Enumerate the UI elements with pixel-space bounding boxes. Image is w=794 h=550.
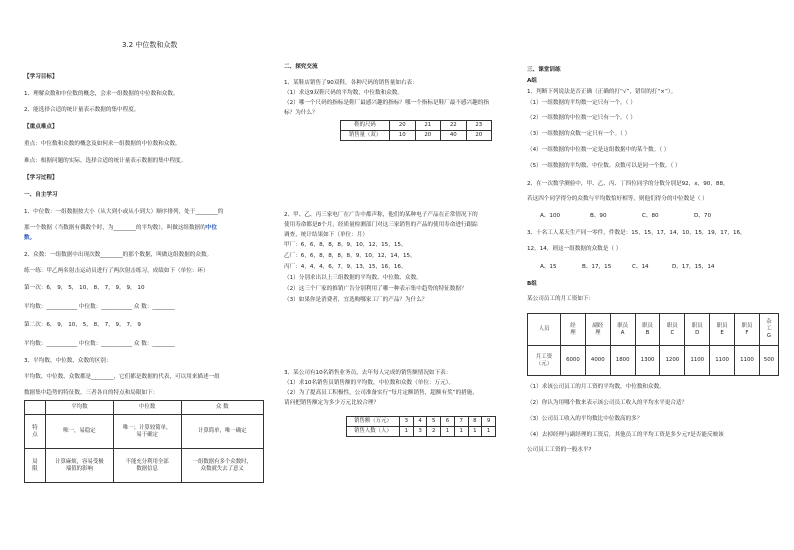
row-label: 局 限 [25, 449, 46, 483]
question-3-line1: 3、十名工人某天生产同一零件，件数是：15，15，17，14，10，15，19，17，16， [527, 230, 746, 236]
option-c: C、80 [642, 213, 659, 219]
median-term: 中位 [205, 225, 217, 231]
table-cell: 唯一；计算较简单， 易于确定 [113, 415, 181, 449]
salary-table [527, 313, 779, 376]
table-header: 副经 理 [585, 314, 610, 346]
table-header: 鞋的尺码 [341, 121, 390, 131]
table-header: 职员 E [710, 314, 735, 346]
table-header: 众 数 [181, 401, 264, 415]
table-cell: 1 [441, 427, 455, 437]
table-cell: 1800 [610, 346, 635, 376]
problem-2-line1: 2、甲、乙、丙三家电厂在广告中都声称，他们的某种电子产品在正常情况下的 [284, 212, 478, 218]
table-cell: 2 [427, 427, 441, 437]
problem-2-q3: （3）如果你是消费者，宜选购哪家工厂的产品？为什么？ [284, 297, 428, 303]
question-1: 1、判断下列说法是否正确（正确的打“√”，错误的打“×”）。 [527, 89, 677, 95]
process-heading: 【学习过程】 [24, 175, 58, 181]
table-header: 职员 D [685, 314, 710, 346]
sales-table [346, 416, 496, 437]
problem-2-q1: （1）分别求出以上三组数据的平均数、中位数、众数。 [284, 275, 422, 281]
table-header: 职员 A [610, 314, 635, 346]
table-header: 23 [466, 121, 492, 131]
table-header: 3 [400, 417, 414, 427]
practice-heading: 三、课堂训练 [527, 67, 561, 73]
option-a: A、100 [540, 213, 561, 219]
table-cell: 计算麻烦，容易受极 端值的影响 [46, 449, 114, 483]
table-header: 平均数 [46, 401, 114, 415]
problem-1: 1、某鞋店销售了90双鞋，各种尺码的销售量如右表： [284, 80, 418, 86]
explore-heading: 二、探究交流 [284, 64, 318, 70]
table-header [25, 401, 46, 415]
problem-2-q2: （2）这三个厂家的推销广告分别利用了哪一种表示集中趋势的特征数据？ [284, 286, 467, 292]
table-header: 5 [427, 417, 441, 427]
table-header: 4 [413, 417, 427, 427]
table-cell: 1200 [660, 346, 685, 376]
factory-c-data: 丙厂：4，4，4，6，7，9，13，15，16，16。 [284, 264, 407, 270]
compare-heading: 3、平均数、中位数、众数的区别： [24, 358, 112, 364]
table-header: 中位数 [113, 401, 181, 415]
row-label: 月工资 （元） [528, 346, 561, 376]
table-header: 6 [441, 417, 455, 427]
compare-table [24, 400, 264, 483]
table-cell: 不能充分利用全部 数据信息 [113, 449, 181, 483]
table-cell: 10 [390, 131, 416, 141]
group-a-heading: A组 [527, 78, 537, 84]
option-a: A、15 [540, 264, 557, 270]
table-header: 7 [454, 417, 468, 427]
shot-data-1: 第一次：6， 9， 5， 10， 8， 7， 9， 9， 10 [24, 285, 145, 291]
table-cell: 20 [415, 131, 441, 141]
problem-3-q1: （1）求10名销售员销售额的平均数，中位数和众数（单位：万元）。 [284, 380, 455, 386]
option-b: B、90 [590, 213, 607, 219]
goals-heading: 【学习目标】 [24, 74, 58, 80]
compare-text-1: 平均数、中位数、众数都是________，它们都是数据的代表，可以用来描述一组 [24, 374, 220, 380]
table-cell: 20 [466, 131, 492, 141]
statement-2: （2）一组数据的中位数一定只有一个。（ ） [527, 115, 636, 121]
median-term-end: 数。 [24, 235, 36, 241]
salary-q4-end: 公司员工工资的一般水平? [527, 447, 592, 453]
salary-intro: 某公司员工的月工资如下： [527, 296, 595, 302]
goal-2: 2、能选择合适的统计量表示数据的集中程度。 [24, 107, 140, 113]
salary-q3: （3）公司员工收入的平均数比中位数高的多？ [527, 416, 643, 422]
table-cell: 1100 [685, 346, 710, 376]
page-title: 3.2 中位数和众数 [122, 41, 178, 49]
table-cell: 计算简单，唯一确定 [181, 415, 264, 449]
table-header: 职员 C [660, 314, 685, 346]
mode-def: 2、众数：一组数据中出现次数________的那个数据，叫做这组数据的众数。 [24, 252, 213, 258]
question-2-line1: 2、在一次数学测验中，甲、乙、丙、丁四位同学的分数分别是92，x，90，88， [527, 181, 729, 187]
problem-2-line2: 使用寿命都是8个月，经质量检测部门对这三家销售的产品的使用寿命进行跟踪 [284, 222, 478, 228]
table-header: 销售额（万元） [347, 417, 400, 427]
table-cell: 500 [759, 346, 778, 376]
table-cell: 1 [400, 427, 414, 437]
table-header: 8 [468, 417, 482, 427]
difficulty: 难点：根据问题的实际，选择合适的统计量表示数据的集中程度。 [24, 158, 187, 164]
factory-b-data: 乙厂：6，6，8，8，8，8，9，10，12，14，15。 [284, 253, 416, 259]
goal-1: 1、理解众数和中位数的概念，会求一组数据的中位数和众数。 [24, 91, 179, 97]
median-def-line1: 1、中位数：一组数据按大小（从大到小或从小到大）顺序排列，处于________的 [24, 209, 224, 215]
salary-q1: （1）求该公司员工的月工资的平均数，中位数和众数。 [527, 384, 665, 390]
exercise-intro: 练一练：甲乙两名射击运动员进行了两次射击练习，成绩如下（单位：环） [24, 268, 209, 274]
question-2-line2: 若这四个同学得分的众数与平均数恰好相等，则他们得分的中位数是（ ） [527, 196, 708, 202]
table-header: 经 理 [561, 314, 586, 346]
statement-1: （1）一组数据的平均数一定只有一个。（ ） [527, 100, 636, 106]
table-cell: 1100 [710, 346, 735, 376]
table-cell: 4000 [585, 346, 610, 376]
key-points-heading: 【重点难点】 [24, 124, 58, 130]
table-cell: 3 [413, 427, 427, 437]
table-header: 22 [441, 121, 467, 131]
factory-a-data: 甲厂：6，6，8，8，8，9，10，12，15，15。 [284, 242, 407, 248]
table-cell: 1 [454, 427, 468, 437]
group-b-heading: B组 [527, 281, 537, 287]
option-d: D、70 [694, 213, 712, 219]
problem-3-line1: 3、某公司有10名销售业务员，去年每人完成的销售额情况如下表： [284, 370, 452, 376]
table-header: 杂 工 G [759, 314, 778, 346]
salary-q4: （4）去掉经理与副经理的工资后，其他员工的平均工资是多少元?是否能反映该 [527, 432, 724, 438]
statement-4: （4）一组数据的中位数一定是这组数据中的某个数。（ ） [527, 147, 670, 153]
question-3-line2: 12，14，则这一组数据的众数是（ ） [527, 246, 622, 252]
salary-q2: （2）你认为用哪个数来表示该公司员工收入的平均水平更合适？ [527, 400, 688, 406]
shoe-size-table [340, 120, 492, 141]
table-cell: 1300 [635, 346, 660, 376]
row-label: 特 点 [25, 415, 46, 449]
table-header: 9 [482, 417, 496, 427]
median-def-line2 [24, 225, 217, 232]
table-header: 职员 B [635, 314, 660, 346]
problem-2-line3: 调查，统计结果如下（单位：月） [284, 232, 368, 238]
problem-1-q1: （1）求这9双鞋尺码的平均数，中位数和众数。 [284, 90, 403, 96]
compare-text-2: 数据集中趋势的特征数，三者各自的特点和局限如下： [24, 390, 159, 396]
problem-3-q2: （2）为了提高员工积极性，公司准备实行“每月定额销售，超额有奖”的措施， [284, 390, 478, 396]
problem-1-q2: （2）哪一个尺码的指标是鞋厂最感兴趣的指标？哪一个指标是鞋厂最不感兴趣的指 [284, 100, 489, 106]
table-cell: 一组数据有多个众数时， 众数就失去了意义 [181, 449, 264, 483]
table-cell: 销售量（双） [341, 131, 390, 141]
option-c: C、14 [632, 264, 649, 270]
answer-line-2: 平均数：___________ 中位数：___________ 众 数：________ [24, 341, 175, 347]
table-cell: 唯一，易稳定 [46, 415, 114, 449]
option-b: B、17，15 [582, 264, 612, 270]
table-cell: 1100 [735, 346, 760, 376]
shot-data-2: 第二次：6， 9， 10， 5， 8， 7， 9， 7， 9 [24, 322, 141, 328]
table-header: 人员 [528, 314, 561, 346]
problem-3-q2-end: 请问把销售额定为多少万元比较合理？ [284, 400, 380, 406]
table-cell: 销售人数（人） [347, 427, 400, 437]
table-header: 21 [415, 121, 441, 131]
median-def-text: 那一个数据（当数据有偶数个时，为________的平均数），叫做这组数据的 [24, 225, 206, 231]
statement-3: （3）一组数据的众数一定只有一个。（ ） [527, 131, 631, 137]
key-point: 重点：中位数和众数的概念及如何求一组数据的中位数和众数。 [24, 141, 181, 147]
problem-1-q2-end: 标？为什么？ [284, 110, 318, 116]
table-header: 20 [390, 121, 416, 131]
option-d: D、17，15，14 [672, 264, 715, 270]
table-header: 职员 F [735, 314, 760, 346]
table-cell: 1 [482, 427, 496, 437]
table-cell: 1 [468, 427, 482, 437]
statement-5: （5）一组数据的平均数、中位数、众数可以是同一个数。（ ） [527, 163, 681, 169]
table-cell: 40 [441, 131, 467, 141]
answer-line-1: 平均数：___________ 中位数：___________ 众 数：________ [24, 304, 175, 310]
self-study-heading: 一、自主学习 [24, 192, 58, 198]
table-cell: 6000 [561, 346, 586, 376]
